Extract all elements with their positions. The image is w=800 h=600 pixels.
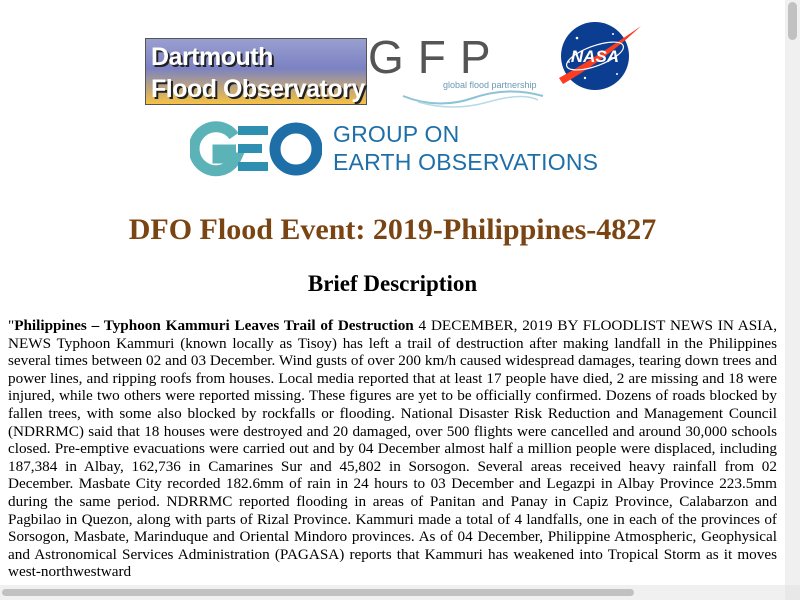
geo-mark-icon <box>190 120 322 178</box>
description-lead: Philippines – Typhoon Kammuri Leaves Trail of Destruction <box>14 317 414 334</box>
dfo-logo-line2: Flood Observatory <box>151 75 365 103</box>
vertical-scroll-thumb[interactable] <box>788 2 797 40</box>
opening-quote: " <box>8 317 15 334</box>
dfo-logo-line1: Dartmouth <box>151 43 273 71</box>
nasa-logo[interactable] <box>555 18 643 94</box>
brief-description <box>8 317 777 581</box>
description-body: 4 DECEMBER, 2019 BY FLOODLIST NEWS IN ASIA, NEWS Typhoon Kammuri (known locally as Tisoy) has left a trail of destruction after making landfall in the Philippines several times between 02 and 03 December. Wind gusts of over 200 km/h caused widespread damages, tearing down trees and power lines, and ripping roofs from houses. Local media reported that at least 17 people have died, 2 are missing and 18 were injured, while two others were reported missing. These figures are yet to be officially confirmed. Dozens of roads blocked by fallen trees, with some also blocked by rockfalls or flooding. National Disaster Risk Reduction and Management Council (NDRRMC) said that 18 houses were destroyed and 20 damaged, over 500 flights were cancelled and around 30,000 schools closed. Pre-emptive evacuations were carried out and by 04 December almost half a million people were displaced, including 187,384 in Albay, 162,736 in Camarines Sur and 45,802 in Sorsogon. Several areas received heavy rainfall from 02 December. Masbate City recorded 182.6mm of rain in 24 hours to 03 December and Legazpi in Albay Province 223.5mm during the same period. NDRRMC reported flooding in areas of Panitan and Panay in Capiz Province, Calabarzon and Pagbilao in Quezon, along with parts of Rizal Province. Kammuri made a total of 4 landfalls, one in each of the provinces of Sorsogon, Masbate, Marinduque and Oriental Mindoro provinces. As of 04 December, Philippine Atmospheric, Geophysical and Astronomical Services Administration (PAGASA) reports that Kammuri has weakened into Tropical Storm as it moves west-northwestward <box>8 317 778 581</box>
section-heading: Brief Description <box>307 271 478 296</box>
gfp-logo-subtitle: global flood partnership <box>443 80 537 90</box>
geo-logo-line2: EARTH OBSERVATIONS <box>333 149 599 175</box>
horizontal-scroll-thumb[interactable] <box>2 589 634 596</box>
nasa-logo-text: NASA <box>570 47 620 66</box>
global-flood-partnership-logo[interactable] <box>368 30 548 110</box>
vertical-scrollbar[interactable] <box>785 0 800 585</box>
gfp-logo-letters: GFP <box>368 31 505 83</box>
geo-logo-line1: GROUP ON <box>333 121 460 147</box>
geo-logo-text <box>333 120 598 176</box>
dartmouth-flood-observatory-logo[interactable] <box>145 38 367 105</box>
group-on-earth-observations-logo[interactable] <box>190 120 600 180</box>
page-title: DFO Flood Event: 2019-Philippines-4827 <box>128 213 657 246</box>
horizontal-scrollbar[interactable] <box>0 585 785 600</box>
scrollbar-corner <box>785 585 800 600</box>
